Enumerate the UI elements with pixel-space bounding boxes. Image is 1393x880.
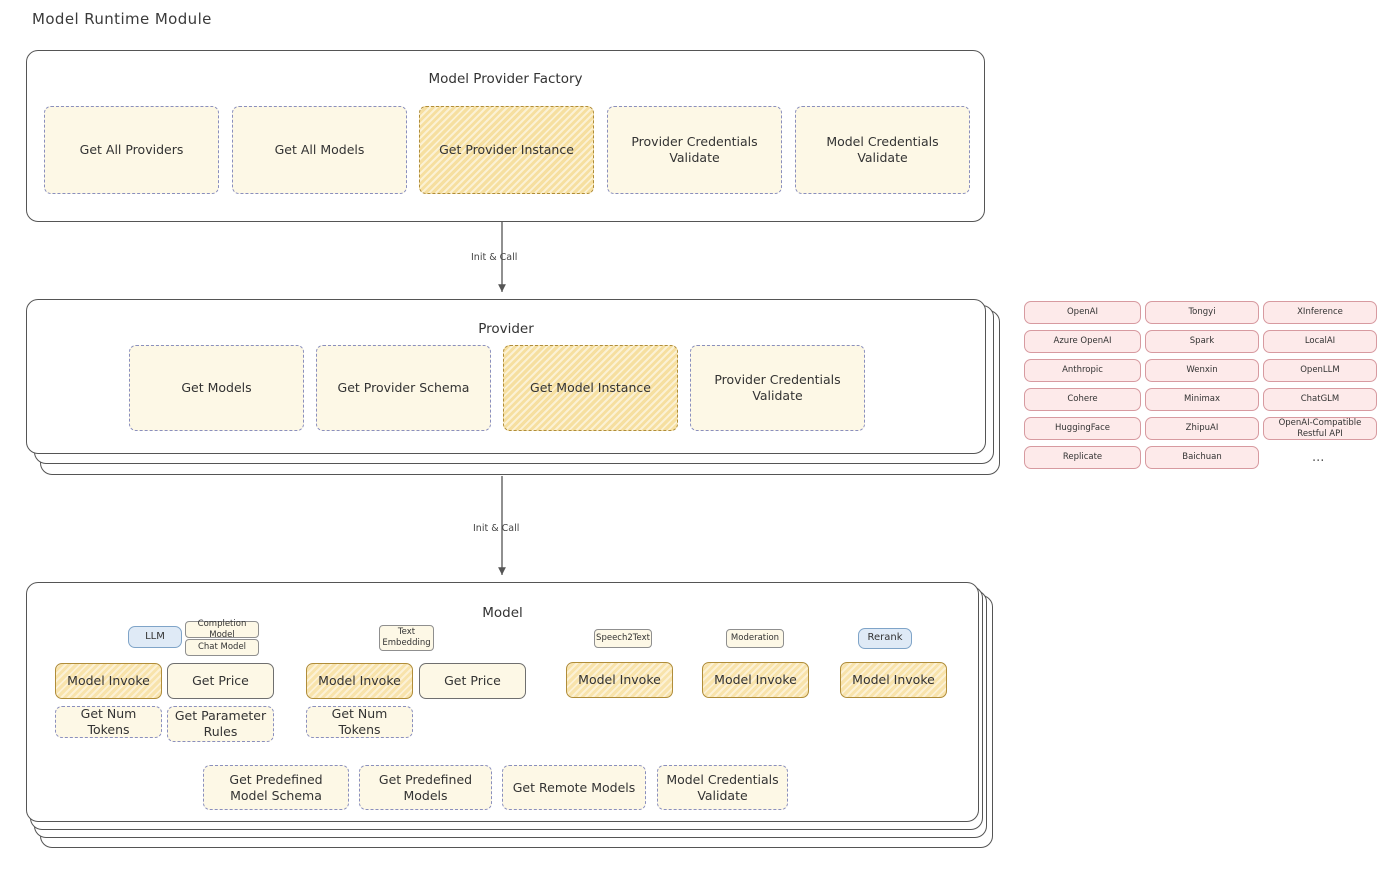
- model-type-label: Moderation: [730, 633, 780, 644]
- model-node-label: Model Invoke: [852, 672, 935, 688]
- provider-chip-label: ZhipuAI: [1185, 423, 1219, 434]
- model-node-label: Get Parameter Rules: [174, 708, 267, 739]
- model-type-llm[interactable]: [128, 626, 182, 648]
- model-node-moderation-model-invoke[interactable]: [702, 662, 809, 698]
- arrow-label-provider-to-model: Init & Call: [473, 523, 520, 534]
- provider-title: Provider: [478, 321, 534, 337]
- provider-node-get-provider-schema[interactable]: [316, 345, 491, 431]
- provider-chip-wenxin[interactable]: [1145, 359, 1259, 382]
- model-node-model-credentials-validate[interactable]: [657, 765, 788, 810]
- model-node-label: Model Invoke: [578, 672, 661, 688]
- provider-chip-chatglm[interactable]: [1263, 388, 1377, 411]
- factory-node-get-all-providers[interactable]: [44, 106, 219, 194]
- factory-node-label: Model Credentials Validate: [826, 134, 939, 165]
- provider-chip-baichuan[interactable]: [1145, 446, 1259, 469]
- model-provider-factory-title: Model Provider Factory: [428, 71, 583, 87]
- provider-chip-minimax[interactable]: [1145, 388, 1259, 411]
- provider-chip-label: ChatGLM: [1300, 394, 1340, 405]
- model-node-label: Model Invoke: [318, 673, 401, 689]
- model-title: Model: [482, 605, 523, 621]
- provider-chip-tongyi[interactable]: [1145, 301, 1259, 324]
- provider-chip-spark[interactable]: [1145, 330, 1259, 353]
- provider-chip-label: Tongyi: [1188, 307, 1216, 318]
- model-subtype-completion-model[interactable]: [185, 618, 259, 640]
- factory-node-provider-credentials-validate[interactable]: [607, 106, 782, 194]
- model-type-label: Rerank: [867, 632, 903, 644]
- model-type-moderation[interactable]: [726, 629, 784, 648]
- provider-chip-label: Azure OpenAI: [1053, 336, 1112, 347]
- model-type-label: Text Embedding: [382, 627, 431, 648]
- provider-list-more: ...: [1312, 450, 1325, 465]
- provider-chip-label: OpenLLM: [1300, 365, 1340, 376]
- model-type-text-embedding[interactable]: [379, 625, 434, 651]
- provider-node-label: Get Models: [181, 380, 252, 396]
- provider-chip-openai[interactable]: [1024, 301, 1141, 324]
- provider-chip-anthropic[interactable]: [1024, 359, 1141, 382]
- provider-chip-label: OpenAI-Compatible Restful API: [1278, 417, 1362, 439]
- provider-node-label: Get Model Instance: [530, 380, 651, 396]
- model-node-llm-get-num-tokens[interactable]: [55, 706, 162, 738]
- model-node-text-embedding-model-invoke[interactable]: [306, 663, 413, 699]
- provider-chip-label: XInference: [1297, 307, 1343, 318]
- provider-node-label: Get Provider Schema: [337, 380, 470, 396]
- model-node-text-embedding-get-price[interactable]: [419, 663, 526, 699]
- model-node-label: Get Num Tokens: [80, 706, 137, 737]
- provider-chip-label: Anthropic: [1062, 365, 1103, 376]
- provider-chip-label: Spark: [1189, 336, 1215, 347]
- provider-chip-label: Minimax: [1184, 394, 1220, 405]
- model-node-label: Get Predefined Model Schema: [229, 771, 323, 803]
- provider-chip-label: Replicate: [1062, 452, 1103, 463]
- provider-chip-openai-compatible-restful-api[interactable]: [1263, 417, 1377, 440]
- provider-chip-label: Cohere: [1067, 394, 1098, 405]
- provider-node-get-models[interactable]: [129, 345, 304, 431]
- model-node-label: Model Invoke: [67, 673, 150, 689]
- model-node-label: Get Price: [192, 673, 249, 689]
- provider-chip-label: Baichuan: [1182, 452, 1222, 463]
- provider-chip-localai[interactable]: [1263, 330, 1377, 353]
- factory-node-model-credentials-validate[interactable]: [795, 106, 970, 194]
- provider-chip-cohere[interactable]: [1024, 388, 1141, 411]
- model-type-speech2text[interactable]: [594, 629, 652, 648]
- model-type-rerank[interactable]: [858, 628, 912, 649]
- model-node-label: Get Remote Models: [512, 779, 636, 795]
- model-type-label: Speech2Text: [596, 633, 650, 644]
- model-subtype-chat-model[interactable]: [185, 639, 259, 656]
- model-node-get-remote-models[interactable]: [502, 765, 646, 810]
- factory-node-label: Get All Providers: [79, 142, 184, 158]
- provider-chip-label: Wenxin: [1186, 365, 1218, 376]
- model-type-label: LLM: [145, 630, 165, 642]
- factory-node-label: Get Provider Instance: [439, 142, 574, 158]
- factory-node-label: Get All Models: [274, 142, 365, 158]
- model-node-llm-get-parameter-rules[interactable]: [167, 706, 274, 742]
- provider-chip-xinference[interactable]: [1263, 301, 1377, 324]
- model-subtype-label: Completion Model: [197, 618, 247, 640]
- model-node-label: Get Price: [444, 673, 501, 689]
- provider-chip-zhipuai[interactable]: [1145, 417, 1259, 440]
- provider-chip-label: HuggingFace: [1055, 423, 1110, 434]
- model-node-get-predefined-model-schema[interactable]: [203, 765, 349, 810]
- provider-chip-openllm[interactable]: [1263, 359, 1377, 382]
- provider-chip-huggingface[interactable]: [1024, 417, 1141, 440]
- model-node-get-predefined-models[interactable]: [359, 765, 492, 810]
- model-node-label: Model Invoke: [714, 672, 797, 688]
- model-node-llm-get-price[interactable]: [167, 663, 274, 699]
- model-node-label: Model Credentials Validate: [666, 771, 779, 803]
- model-node-label: Get Num Tokens: [331, 706, 388, 737]
- model-subtype-label: Chat Model: [197, 642, 247, 653]
- model-node-llm-model-invoke[interactable]: [55, 663, 162, 699]
- provider-node-label: Provider Credentials Validate: [714, 372, 841, 403]
- provider-node-get-model-instance[interactable]: [503, 345, 678, 431]
- provider-chip-azure-openai[interactable]: [1024, 330, 1141, 353]
- factory-node-get-provider-instance[interactable]: [419, 106, 594, 194]
- factory-node-get-all-models[interactable]: [232, 106, 407, 194]
- model-node-rerank-model-invoke[interactable]: [840, 662, 947, 698]
- provider-chip-replicate[interactable]: [1024, 446, 1141, 469]
- provider-node-provider-credentials-validate[interactable]: [690, 345, 865, 431]
- arrow-label-factory-to-provider: Init & Call: [471, 252, 518, 263]
- model-node-text-embedding-get-num-tokens[interactable]: [306, 706, 413, 738]
- model-node-speech2text-model-invoke[interactable]: [566, 662, 673, 698]
- provider-chip-label: LocalAI: [1304, 336, 1336, 347]
- factory-node-label: Provider Credentials Validate: [631, 134, 758, 165]
- model-node-label: Get Predefined Models: [378, 771, 473, 803]
- page-title: Model Runtime Module: [32, 10, 212, 28]
- provider-chip-label: OpenAI: [1066, 307, 1099, 318]
